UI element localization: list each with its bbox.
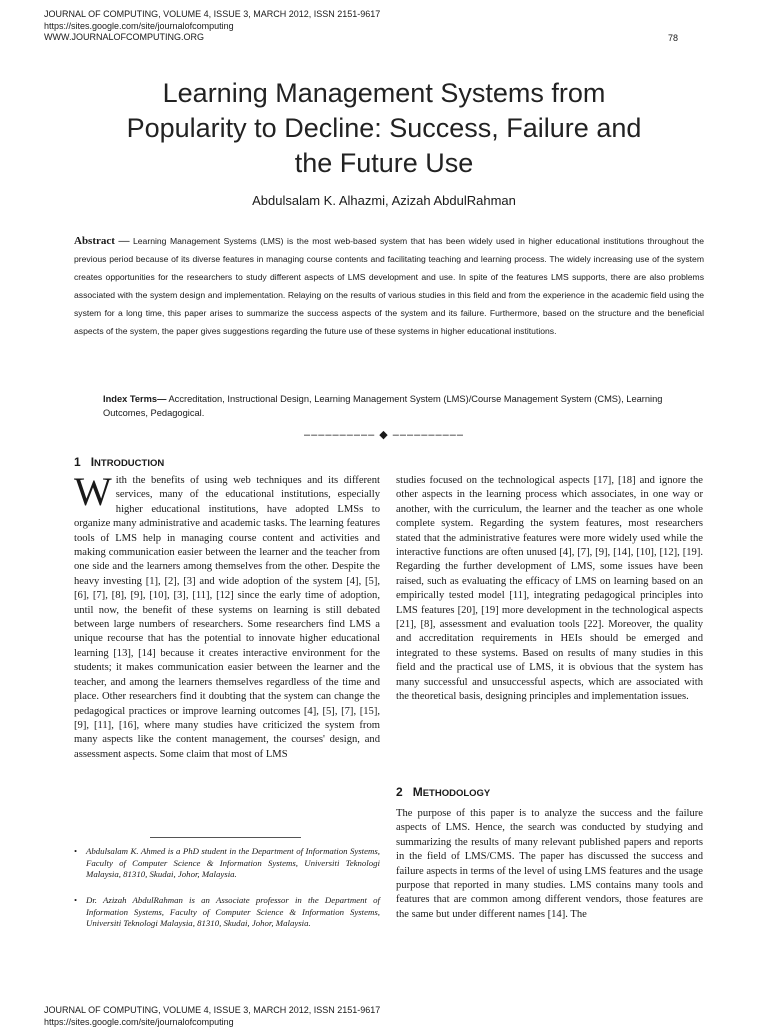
paper-title	[60, 76, 708, 181]
footnote-2-bullet: •	[74, 895, 78, 905]
section-2-heading	[396, 785, 490, 799]
index-terms-label: Index Terms—	[103, 394, 167, 404]
index-terms	[103, 392, 703, 420]
index-terms-text: Accreditation, Instructional Design, Learning Management System (LMS)/Course Management System (CMS), Learning Outcomes, Pedagogical.	[103, 394, 663, 418]
paper-authors: Abdulsalam K. Alhazmi, Azizah AbdulRahman	[252, 193, 516, 208]
footnote-rule	[150, 837, 301, 838]
footnote-2	[74, 895, 380, 930]
journal-header-line1: JOURNAL OF COMPUTING, VOLUME 4, ISSUE 3, MARCH 2012, ISSN 2151-9617	[44, 9, 381, 19]
journal-header	[44, 9, 380, 44]
paper-title-line3: the Future Use	[294, 148, 474, 178]
journal-footer-url[interactable]: https://sites.google.com/site/journalofcomputing	[44, 1017, 234, 1027]
section-2-title-rest: ETHODOLOGY	[422, 788, 491, 799]
section-2-text: The purpose of this paper is to analyze the success and the failure aspects of LMS. Hence, the search was conducted by studying and summarizing the results of many relevant published papers and reports in the field of LMS/CMS. The paper has discussed the success and failure aspects in terms of the level of using LMS features and the usage purpose that reported in many studies. LMS contains many tools and features that are common among different vendors, those features are the same but under different names [14]. The	[396, 808, 703, 920]
footnote-1-text: Abdulsalam K. Ahmed is a PhD student in the Department of Information Systems, Faculty of Computer Science & Information Systems, Universiti Teknologi Malaysia, 81310, Skudai, Johor, Malaysia.	[86, 846, 380, 879]
journal-header-site[interactable]: WWW.JOURNALOFCOMPUTING.ORG	[44, 32, 204, 42]
abstract-dash: —	[118, 235, 130, 247]
section-2-body	[396, 807, 703, 922]
section-2-title-initial: M	[412, 785, 423, 799]
paper-title-line1: Learning Management Systems from	[162, 78, 606, 108]
section-1-title-initial: I	[90, 455, 95, 469]
journal-footer	[44, 1004, 380, 1028]
footnote-1	[74, 846, 380, 881]
section-1-text-left: ith the benefits of using web techniques and its different services, many of the educational institutions, especially higher educational institutions, have adopted LMSs to organize many administrative and academic tasks. The learning features tools of LMS help in managing course content and activities and making communication easier between the learner and the teacher from one side and the learners among themselves from the other. Despite the heavy investing [1], [2], [3] and wide adoption of the system [4], [5], [6], [7], [8], [9], [10], [3], [11], [12] since the early time of adoption, until now, the benefit of these systems on learning is still debated between large numbers of researchers. Some researchers find LMS a unique recourse that has the potential to innovate higher educational learning [13], [14] because it creates interactive environment for the students; it makes communication easier between the learner and the teacher, and among the learners themselves regardless of the time and place. Other researchers find it doubting that the system can change the pedagogical practices or improve learning outcomes [4], [5], [7], [15], [9], [11], [16], where many studies have criticized the system from many aspects like the content management, the courses' design, and assessment aspects. Some claim that most of LMS	[74, 475, 380, 760]
page-number: 78	[667, 33, 678, 43]
paper-title-line2: Popularity to Decline: Success, Failure and	[126, 113, 642, 143]
abstract	[74, 232, 704, 340]
journal-header-url[interactable]: https://sites.google.com/site/journalofcomputing	[44, 20, 234, 31]
section-separator: –––––––––– ◆ ––––––––––	[304, 429, 464, 441]
section-1-body-right	[396, 474, 703, 705]
drop-cap: W	[74, 469, 112, 514]
journal-footer-line1: JOURNAL OF COMPUTING, VOLUME 4, ISSUE 3, MARCH 2012, ISSN 2151-9617	[44, 1005, 381, 1015]
abstract-text: Learning Management Systems (LMS) is the most web-based system that has been widely used in higher educational institutions throughout the previous period because of its diverse features in managing course contents and facilitating teaching and learning process. The widely increasing use of the system creates opportunities for the researchers to study different aspects of LMS development and use. In spite of the features LMS supports, there are also problems associated with the system design and implementation. Relaying on the results of various studies in this field and from the experience in the academic field using the system for a long time, this paper arises to summarize the success aspects of the system and its failure. Furthermore, based on the structure and the beneficial aspects of the system, the paper gives suggestions regarding the future use of these systems in higher educational institutions.	[74, 236, 704, 336]
section-1-heading	[74, 455, 164, 469]
section-1-text-right: studies focused on the technological aspects [17], [18] and ignore the other aspects in the learning process which associates, in one way or another, with the curriculum, the learner and the teacher as one whole complete system. Regarding the system features, most researchers stated that the administrative features were more widely used while the interactive functions are often unused [4], [7], [9], [14], [10], [12], [19]. Regarding the further development of LMS, some issues have been raised, such as evaluating the efficacy of LMS on learning based on an empirically tested model [11], integrating pedagogical principles into LMS features [20], [19] more development in the technological aspects [21], [8], assessment and evaluation tools [22]. Moreover, the quality and accreditation requirements in HEIs should be emerged and integrated to these systems. Based on results of many studies in this field and the practical use of LMS, it is obvious that the system has many successful and unsuccessful aspects, which are associated with the theoretical basis, designing principles and implementation issues.	[396, 475, 703, 703]
section-1-title-rest: NTRODUCTION	[94, 458, 165, 469]
footnote-1-bullet: •	[74, 846, 78, 856]
section-2-number: 2	[396, 785, 403, 799]
footnote-2-text: Dr. Azizah AbdulRahman is an Associate professor in the Department of Information Systems, Faculty of Computer Science & Information Systems, Universiti Teknologi Malaysia, 81310, Skudai, Johor, Malaysia.	[86, 895, 380, 928]
abstract-label: Abstract	[74, 235, 115, 247]
section-1-body-left	[74, 469, 380, 762]
section-1-number: 1	[74, 455, 81, 469]
